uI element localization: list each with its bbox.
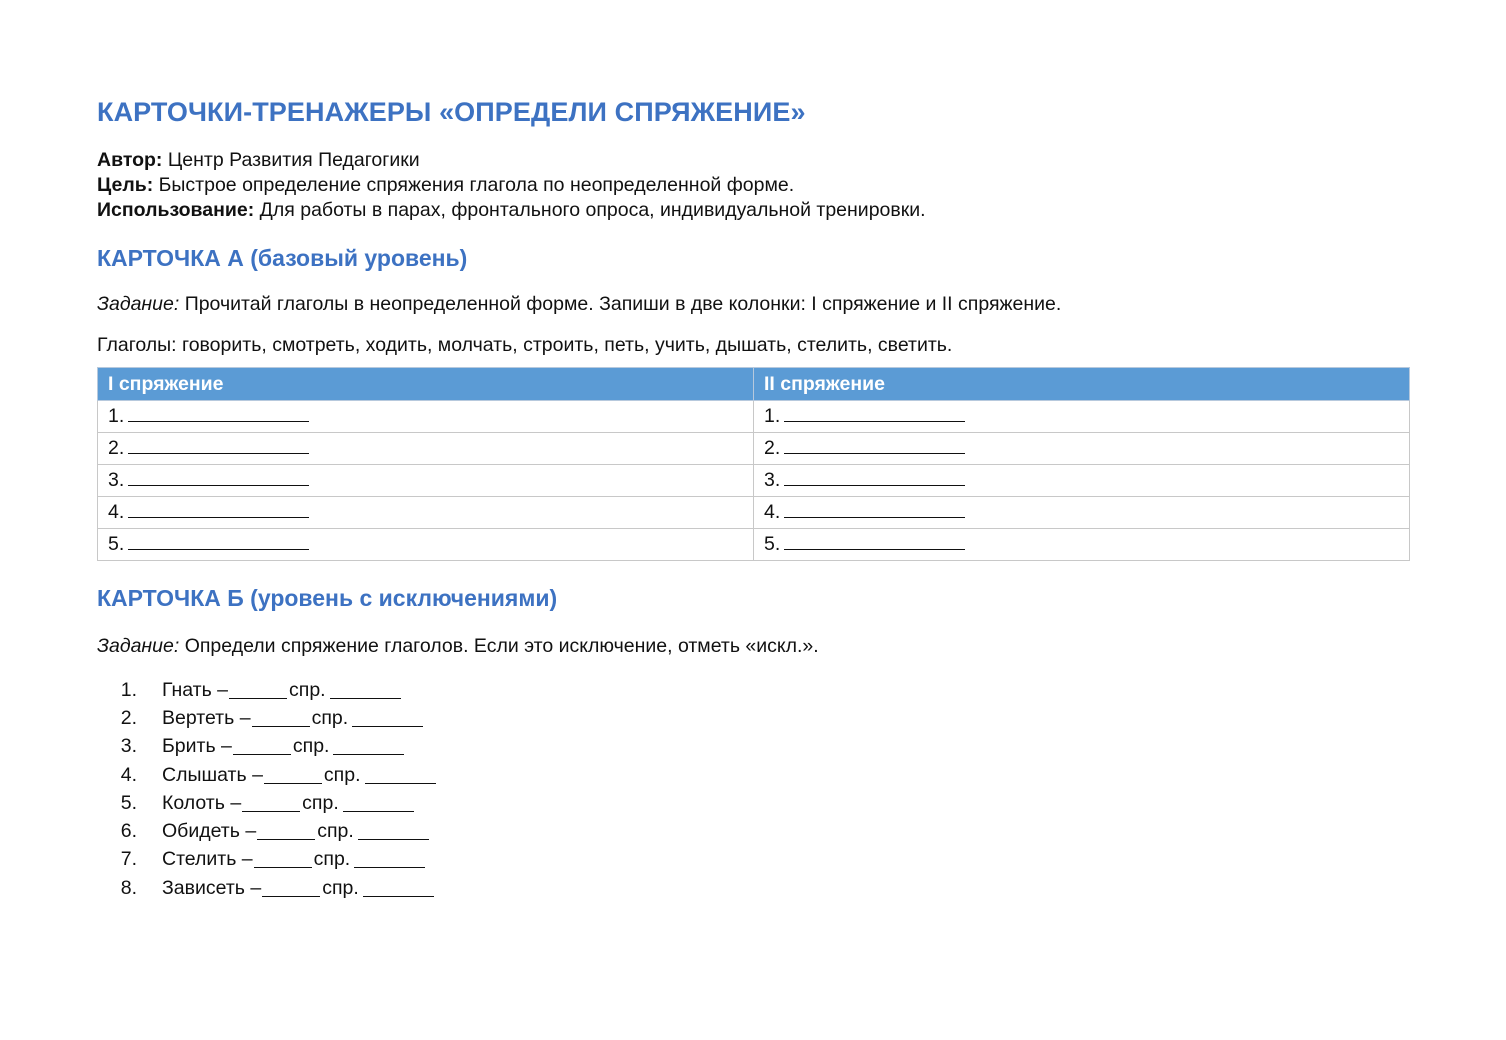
- item-verb: Слышать: [162, 763, 247, 786]
- author-label: Автор:: [97, 149, 163, 171]
- item-verb: Вертеть: [162, 706, 235, 729]
- dash: –: [241, 848, 253, 871]
- list-item: [97, 733, 1410, 761]
- conjugation-table: [97, 367, 1410, 561]
- dash: –: [217, 678, 229, 701]
- exception-blank[interactable]: [365, 767, 436, 784]
- usage-line: [97, 198, 1410, 223]
- table-cell[interactable]: [754, 433, 1410, 465]
- abbr-label: спр.: [292, 735, 330, 758]
- author-value: Центр Развития Педагогики: [162, 149, 420, 171]
- exception-blank[interactable]: [333, 738, 404, 755]
- exercise-list: [97, 676, 1410, 902]
- table-cell[interactable]: [754, 401, 1410, 433]
- answer-blank[interactable]: [128, 405, 309, 422]
- header-conj-2: II спряжение: [754, 368, 1410, 401]
- list-item: [97, 704, 1410, 732]
- item-number: 4.: [120, 763, 137, 786]
- list-item: [97, 676, 1410, 704]
- dash: –: [221, 735, 232, 758]
- dash: –: [252, 763, 263, 786]
- card-b-task-label: Задание:: [97, 635, 180, 657]
- document-title: КАРТОЧКИ-ТРЕНАЖЕРЫ «ОПРЕДЕЛИ СПРЯЖЕНИЕ»: [97, 97, 806, 127]
- row-number: 2.: [764, 437, 781, 459]
- abbr-label: спр.: [289, 678, 326, 701]
- meta-block: [97, 148, 1410, 223]
- abbr-label: спр.: [311, 706, 349, 729]
- list-item: [97, 817, 1410, 845]
- header-conj-1: I спряжение: [98, 368, 754, 401]
- answer-blank[interactable]: [128, 469, 309, 486]
- answer-blank[interactable]: [784, 405, 965, 422]
- row-number: 1.: [108, 405, 125, 427]
- abbr-label: спр.: [317, 820, 354, 843]
- conjugation-blank[interactable]: [254, 851, 312, 868]
- conjugation-blank[interactable]: [264, 767, 322, 784]
- list-item: [97, 789, 1410, 817]
- item-number: 3.: [120, 735, 137, 758]
- row-number: 4.: [764, 501, 781, 523]
- card-b-title: КАРТОЧКА Б (уровень с исключениями): [97, 585, 558, 611]
- exception-blank[interactable]: [354, 851, 425, 868]
- list-item: [97, 846, 1410, 874]
- answer-blank[interactable]: [784, 533, 965, 550]
- row-number: 3.: [108, 469, 125, 491]
- card-b-task-text: Определи спряжение глаголов. Если это исключение, отметь «искл.».: [179, 635, 819, 657]
- item-number: 6.: [120, 820, 137, 843]
- item-verb: Колоть: [162, 791, 225, 814]
- card-a-verbs: Глаголы: говорить, смотреть, ходить, молчать, строить, петь, учить, дышать, стелить, светить.: [97, 334, 953, 356]
- card-a-task: [97, 292, 1410, 317]
- abbr-label: спр.: [302, 791, 339, 814]
- row-number: 2.: [108, 437, 125, 459]
- conjugation-blank[interactable]: [257, 823, 315, 840]
- row-number: 4.: [108, 501, 125, 523]
- card-a-task-text: Прочитай глаголы в неопределенной форме. Запиши в две колонки: I спряжение и II спряжение.: [179, 293, 1062, 315]
- goal-line: [97, 173, 1410, 198]
- exception-blank[interactable]: [343, 795, 414, 812]
- table-row: [98, 529, 1410, 561]
- item-number: 1.: [120, 678, 137, 701]
- goal-label: Цель:: [97, 174, 154, 196]
- conjugation-blank[interactable]: [252, 710, 310, 727]
- usage-label: Использование:: [97, 199, 255, 221]
- exception-blank[interactable]: [352, 710, 423, 727]
- answer-blank[interactable]: [128, 437, 309, 454]
- table-cell[interactable]: [98, 465, 754, 497]
- item-verb: Обидеть: [162, 820, 240, 843]
- table-header-row: [98, 368, 1410, 401]
- dash: –: [239, 706, 251, 729]
- card-b-task: [97, 634, 1410, 659]
- answer-blank[interactable]: [784, 437, 965, 454]
- table-cell[interactable]: [754, 497, 1410, 529]
- list-item: [97, 874, 1410, 902]
- conjugation-blank[interactable]: [229, 682, 287, 699]
- conjugation-blank[interactable]: [233, 738, 291, 755]
- dash: –: [245, 820, 257, 843]
- item-verb: Гнать: [162, 678, 212, 701]
- row-number: 1.: [764, 405, 781, 427]
- dash: –: [230, 791, 242, 814]
- abbr-label: спр.: [323, 763, 361, 786]
- table-row: [98, 433, 1410, 465]
- goal-value: Быстрое определение спряжения глагола по неопределенной форме.: [153, 174, 795, 196]
- table-row: [98, 497, 1410, 529]
- dash: –: [250, 876, 262, 899]
- row-number: 5.: [764, 533, 781, 555]
- author-line: [97, 148, 1410, 173]
- item-number: 8.: [120, 876, 137, 899]
- item-verb: Зависеть: [162, 876, 245, 899]
- conjugation-blank[interactable]: [242, 795, 300, 812]
- list-item: [97, 761, 1410, 789]
- answer-blank[interactable]: [784, 469, 965, 486]
- item-number: 5.: [120, 791, 137, 814]
- table-cell[interactable]: [98, 433, 754, 465]
- answer-blank[interactable]: [784, 501, 965, 518]
- exception-blank[interactable]: [330, 682, 401, 699]
- table-row: [98, 465, 1410, 497]
- table-cell[interactable]: [98, 529, 754, 561]
- item-verb: Стелить: [162, 848, 237, 871]
- table-cell[interactable]: [98, 497, 754, 529]
- answer-blank[interactable]: [128, 501, 309, 518]
- item-verb: Брить: [162, 735, 216, 758]
- card-a-task-label: Задание:: [97, 293, 180, 315]
- usage-value: Для работы в парах, фронтального опроса, индивидуальной тренировки.: [254, 199, 926, 221]
- table-cell[interactable]: [754, 465, 1410, 497]
- item-number: 7.: [120, 848, 137, 871]
- answer-blank[interactable]: [128, 533, 309, 550]
- exception-blank[interactable]: [358, 823, 429, 840]
- table-row: [98, 401, 1410, 433]
- abbr-label: спр.: [313, 848, 351, 871]
- abbr-label: спр.: [322, 876, 359, 899]
- item-number: 2.: [120, 706, 137, 729]
- table-cell[interactable]: [98, 401, 754, 433]
- row-number: 5.: [108, 533, 125, 555]
- row-number: 3.: [764, 469, 781, 491]
- exception-blank[interactable]: [363, 880, 434, 897]
- conjugation-blank[interactable]: [262, 880, 320, 897]
- card-a-title: КАРТОЧКА А (базовый уровень): [97, 245, 468, 271]
- table-cell[interactable]: [754, 529, 1410, 561]
